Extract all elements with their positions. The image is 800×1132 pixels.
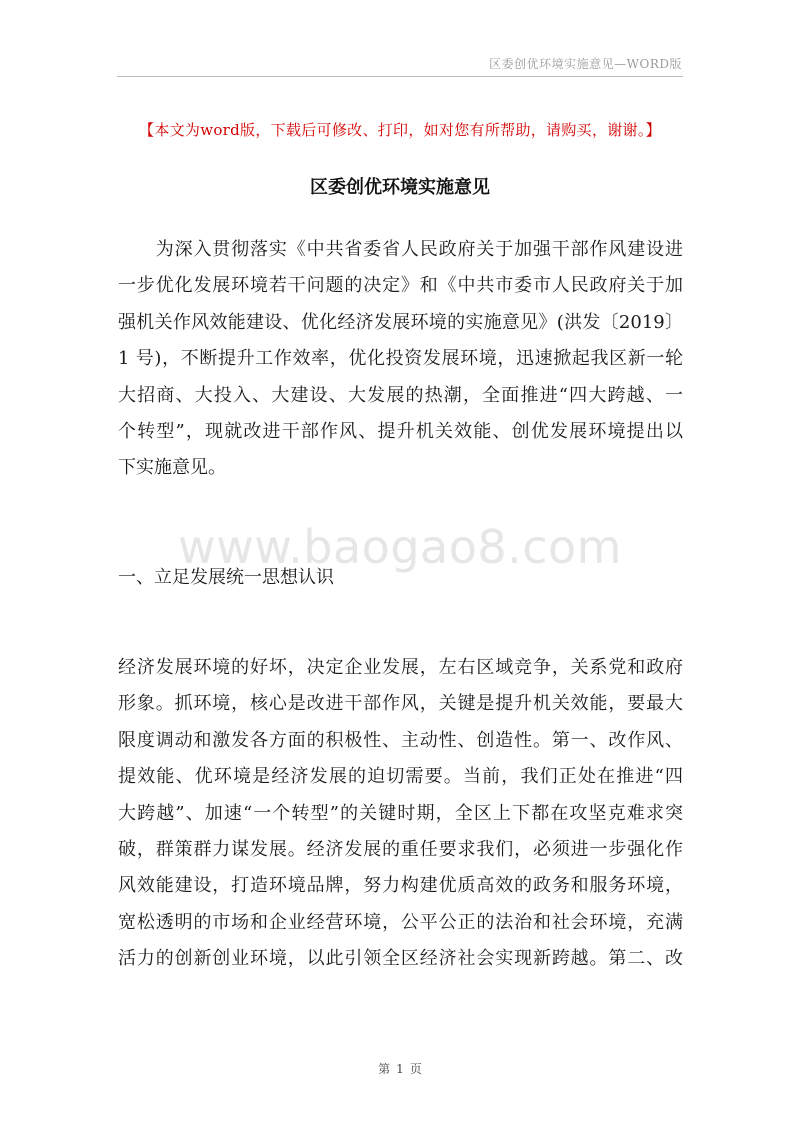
paragraph-line: 形象。抓环境，核心是改进干部作风，关键是提升机关效能，要最大 — [118, 693, 683, 715]
paragraph-line: 个转型”，现就改进干部作风、提升机关效能、创优发展环境提出以 — [118, 421, 683, 443]
document-title: 区委创优环境实施意见 — [310, 177, 490, 198]
paragraph-line: 活力的创新创业环境，以此引领全区经济社会实现新跨越。第二、改 — [118, 948, 683, 970]
watermark: www.baogao8.com — [178, 520, 622, 574]
paragraph-line: 大招商、大投入、大建设、大发展的热潮，全面推进“四大跨越、一 — [118, 384, 683, 406]
running-header: 区委创优环境实施意见—WORD版 — [489, 57, 682, 71]
paragraph-line: 下实施意见。 — [118, 457, 226, 479]
paragraph-line: 宽松透明的市场和企业经营环境，公平公正的法治和社会环境，充满 — [118, 911, 683, 933]
page-footer — [0, 1060, 800, 1077]
paragraph-line: 一步优化发展环境若干问题的决定》和《中共市委市人民政府关于加 — [118, 275, 683, 297]
page-label-prefix: 第 — [378, 1062, 391, 1076]
paragraph-line: 为深入贯彻落实《中共省委省人民政府关于加强干部作风建设进 — [118, 239, 683, 260]
section-heading: 一、立足发展统一思想认识 — [118, 567, 334, 588]
paragraph-line: 经济发展环境的好坏，决定企业发展，左右区域竞争，关系党和政府 — [118, 657, 683, 678]
paragraph-line: 1 号)，不断提升工作效率，优化投资发展环境，迅速掀起我区新一轮 — [118, 348, 683, 370]
paragraph-line: 大跨越”、加速“一个转型”的关键时期，全区上下都在攻坚克难求突 — [118, 802, 683, 824]
page-number: 1 — [396, 1062, 404, 1076]
paragraph-line: 限度调动和激发各方面的积极性、主动性、创造性。第一、改作风、 — [118, 729, 683, 751]
header-divider — [117, 76, 683, 77]
paragraph-section1 — [118, 650, 683, 978]
paragraph-intro — [118, 232, 683, 487]
paragraph-line: 强机关作风效能建设、优化经济发展环境的实施意见》(洪发〔2019〕 — [118, 311, 683, 333]
page-label-suffix: 页 — [409, 1062, 422, 1076]
paragraph-line: 破，群策群力谋发展。经济发展的重任要求我们，必须进一步强化作 — [118, 839, 683, 861]
paragraph-line: 提效能、优环境是经济发展的迫切需要。当前，我们正处在推进“四 — [118, 766, 683, 788]
purchase-notice: 【本文为word版，下载后可修改、打印，如对您有所帮助，请购买，谢谢。】 — [139, 121, 661, 139]
paragraph-line: 风效能建设，打造环境品牌，努力构建优质高效的政务和服务环境， — [118, 875, 683, 897]
